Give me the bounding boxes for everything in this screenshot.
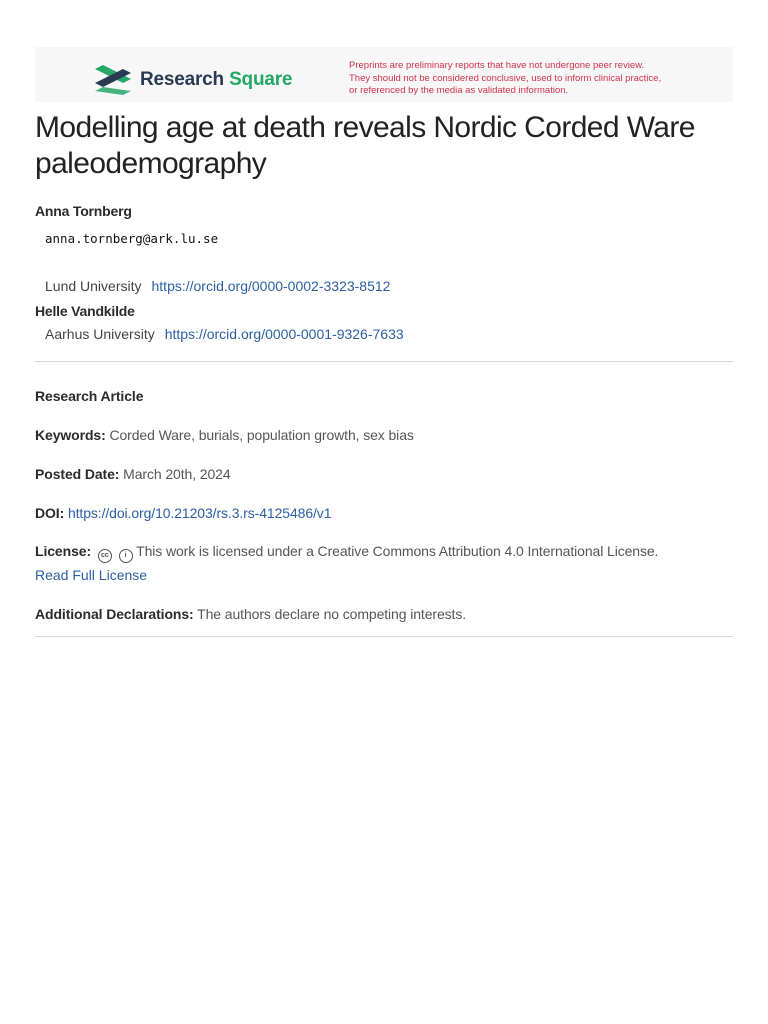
read-full-license-link[interactable]: Read Full License [35,567,148,583]
posted-date-value: March 20th, 2024 [123,466,231,482]
doi [35,505,331,521]
license-label: License: [35,543,91,559]
preprint-banner [35,47,733,102]
posted-date [35,466,231,482]
preprint-disclaimer [349,60,661,98]
keywords-value: Corded Ware, burials, population growth, sex bias [109,427,414,443]
by-icon: i [119,549,133,563]
divider [35,361,733,362]
author-name: Anna Tornberg [35,203,132,219]
declarations-label: Additional Declarations: [35,606,194,622]
declarations-value: The authors declare no competing interests. [197,606,467,622]
author-affiliation [45,326,404,342]
affiliation-name: Lund University [45,278,142,294]
license-text: This work is licensed under a Creative Commons Attribution 4.0 International License. [136,543,659,559]
additional-declarations [35,606,466,622]
article-type: Research Article [35,388,144,404]
author-name: Helle Vandkilde [35,303,135,319]
disclaimer-line: or referenced by the media as validated information. [349,85,569,96]
logo-wordmark: Research Square [140,69,293,90]
posted-date-label: Posted Date: [35,466,120,482]
research-square-logo-icon [95,65,131,95]
author-email[interactable]: anna.tornberg@ark.lu.se [45,231,219,246]
cc-icon: cc [98,549,112,563]
doi-label: DOI: [35,505,65,521]
author-affiliation [45,278,390,294]
disclaimer-line: Preprints are preliminary reports that have not undergone peer review. [349,60,645,71]
license [35,543,658,563]
disclaimer-line: They should not be considered conclusive, used to inform clinical practice, [349,72,662,84]
keywords-label: Keywords: [35,427,106,443]
divider [35,636,733,637]
keywords [35,427,414,443]
license-link-row [35,567,147,583]
orcid-link[interactable]: https://orcid.org/0000-0002-3323-8512 [151,278,391,294]
affiliation-name: Aarhus University [45,326,155,342]
orcid-link[interactable]: https://orcid.org/0000-0001-9326-7633 [164,326,404,342]
doi-link[interactable]: https://doi.org/10.21203/rs.3.rs-4125486/v1 [67,505,332,521]
research-square-logo[interactable] [95,65,292,95]
paper-title: Modelling age at death reveals Nordic Corded Ware paleodemography [35,111,695,180]
